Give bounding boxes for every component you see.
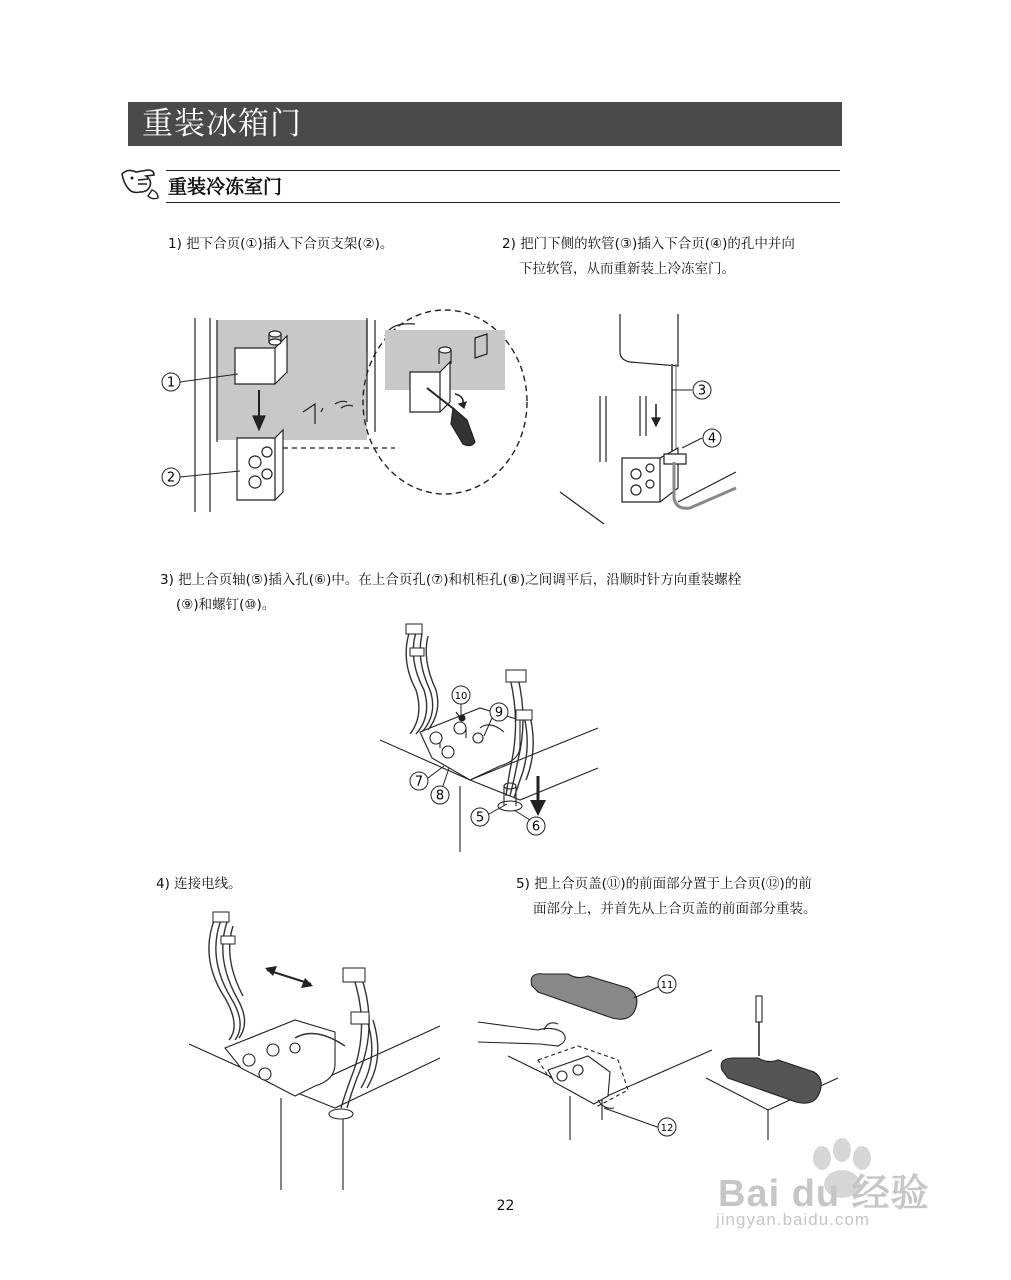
callout-4: 4 [707,431,717,447]
step-2-text [502,232,795,282]
callout-6: 6 [531,819,541,835]
callout-5-group [469,802,509,832]
step-2-line-1: 2) 把门下侧的软管(③)插入下合页(④)的孔中并向 [502,236,795,252]
heading-rule-top [166,170,840,171]
step-5-line-1: 5) 把上合页盖(⑪)的前面部分置于上合页(⑫)的前 [516,876,812,892]
callout-2-group [158,463,258,493]
callout-8: 8 [435,788,445,804]
callout-9: 9 [494,705,504,721]
page-number: 22 [496,1198,515,1214]
callout-4-group [682,424,742,454]
watermark-brand: Bai du 经验 [718,1173,930,1215]
step-4-line: 4) 连接电线。 [156,876,242,892]
callout-10-group [447,684,477,724]
callout-6-group [512,810,552,840]
step-1-line: 1) 把下合页(①)插入下合页支架(②)。 [168,236,394,252]
section-title: 重装冷冻室门 [168,176,283,198]
page-title: 重装冰箱门 [128,102,842,146]
callout-11: 11 [660,980,674,991]
section-heading [118,166,840,206]
figure-connect-wires [185,908,455,1198]
callout-7: 7 [414,774,424,790]
callout-3: 3 [697,383,707,399]
callout-1-group [158,368,258,398]
step-3-line-1: 3) 把上合页轴(⑤)插入孔(⑥)中。在上合页孔(⑦)和机柜孔(⑧)之间调平后，沿顺时针方向重装螺栓 [160,572,742,588]
callout-12: 12 [660,1123,674,1134]
heading-rule-bottom [166,202,840,203]
callout-5: 5 [475,810,485,826]
pointing-hand-icon [118,166,164,206]
callout-8-group [429,768,459,808]
callout-3-group [672,376,732,406]
step-5-text [516,872,817,922]
callout-12-group [654,1116,684,1140]
step-5-line-2: 面部分上，并首先从上合页盖的前面部分重装。 [533,901,817,917]
callout-11-group [654,973,684,997]
step-3-text [160,568,741,618]
watermark-url: jingyan.baidu.com [716,1210,871,1229]
step-4-text [156,872,242,897]
callout-1: 1 [166,375,176,391]
callout-10: 10 [454,691,468,702]
callout-2: 2 [166,470,176,486]
figure-hose-hinge [560,312,740,532]
step-3-line-2: (⑨)和螺钉(⑩)。 [176,597,276,613]
step-2-line-2: 下拉软管，从而重新装上冷冻室门。 [519,261,735,277]
callout-9-group [478,702,518,742]
step-1-text [168,232,393,257]
